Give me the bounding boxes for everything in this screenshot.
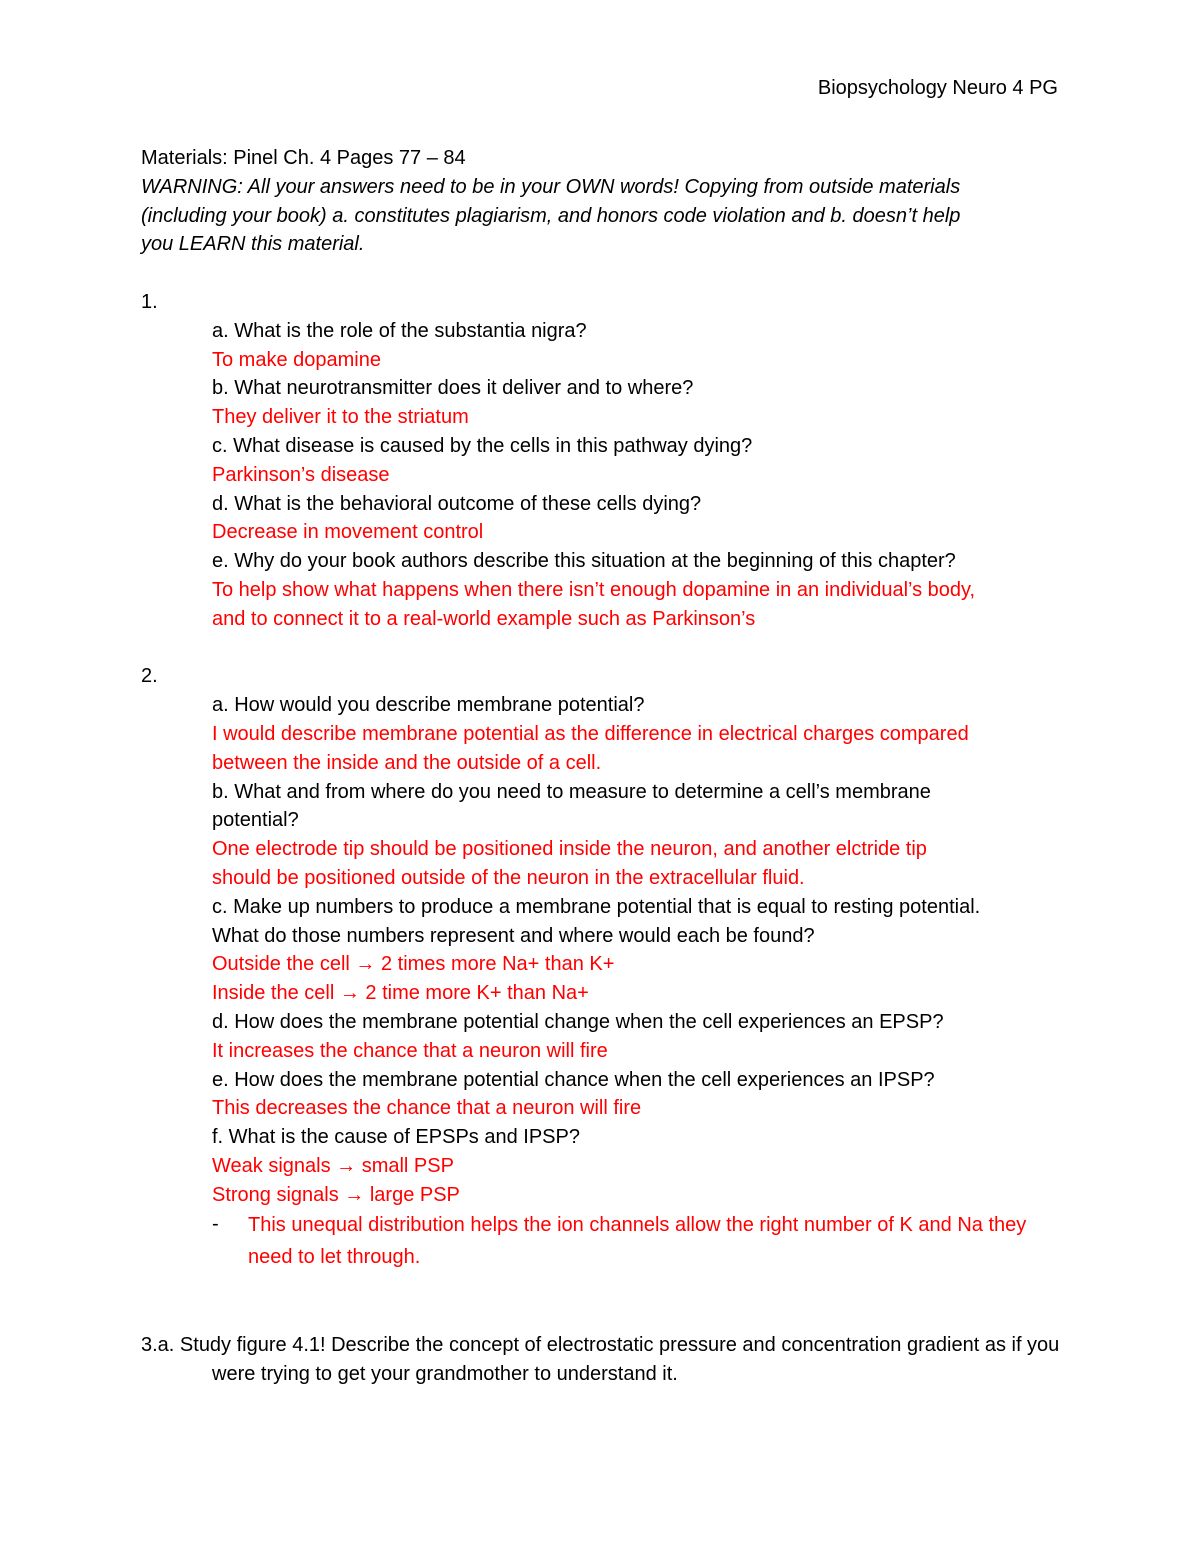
spacer: [141, 1273, 1061, 1302]
q2b-answer-line-2: should be positioned outside of the neuron in the extracellular fluid.: [212, 866, 805, 889]
warning-line-1: WARNING: All your answers need to be in your OWN words! Copying from outside materials: [141, 175, 961, 198]
document-body: [141, 144, 1061, 1389]
q2e-answer: This decreases the chance that a neuron will fire: [212, 1097, 642, 1120]
q2c-question-line-2: What do those numbers represent and where would each be found?: [212, 924, 815, 947]
q1e-question: e. Why do your book authors describe this situation at the beginning of this chapter?: [212, 550, 956, 573]
q2b-question-line-1: b. What and from where do you need to measure to determine a cell’s membrane: [212, 780, 931, 803]
question-1-number: 1.: [141, 290, 158, 313]
q2f-answer-line-1: Weak signals → small PSP: [212, 1154, 454, 1177]
q2f-bullet-text: This unequal distribution helps the ion channels allow the right number of K and Na they need to let through.: [248, 1214, 1027, 1269]
question-2-block: [141, 691, 1061, 1273]
question-2-number: 2.: [141, 665, 158, 688]
q2c-answer-line-2: Inside the cell → 2 time more K+ than Na+: [212, 982, 589, 1005]
q1a-answer: To make dopamine: [212, 348, 381, 371]
warning-line-3: you LEARN this material.: [141, 233, 365, 256]
q2a-answer-line-2: between the inside and the outside of a cell.: [212, 751, 602, 774]
q1c-question: c. What disease is caused by the cells in this pathway dying?: [212, 434, 753, 457]
q1c-answer: Parkinson’s disease: [212, 463, 390, 486]
materials-line: Materials: Pinel Ch. 4 Pages 77 – 84: [141, 147, 466, 169]
question-3: 3.a. Study figure 4.1! Describe the concept of electrostatic pressure and concentration gradient as if you were trying to get your grandmother to understand it.: [141, 1334, 1060, 1385]
warning-line-2: (including your book) a. constitutes plagiarism, and honors code violation and b. doesn’t help: [141, 204, 961, 227]
q1e-answer-line-1: To help show what happens when there isn’t enough dopamine in an individual’s body,: [212, 578, 976, 601]
q2d-question: d. How does the membrane potential change when the cell experiences an EPSP?: [212, 1010, 944, 1033]
q2a-question: a. How would you describe membrane potential?: [212, 694, 645, 717]
spacer: [141, 634, 1061, 663]
q1a-question: a. What is the role of the substantia nigra?: [212, 319, 587, 342]
q1e-answer-line-2: and to connect it to a real-world example such as Parkinson’s: [212, 607, 756, 630]
spacer: [141, 259, 1061, 288]
q2f-answer-line-2: Strong signals → large PSP: [212, 1183, 460, 1206]
bullet-dash: -: [212, 1213, 219, 1236]
q1d-question: d. What is the behavioral outcome of these cells dying?: [212, 492, 702, 515]
q2d-answer: It increases the chance that a neuron will fire: [212, 1039, 608, 1062]
q2c-question-line-1: c. Make up numbers to produce a membrane potential that is equal to resting potential.: [212, 895, 981, 918]
q2f-question: f. What is the cause of EPSPs and IPSP?: [212, 1126, 580, 1149]
q1b-question: b. What neurotransmitter does it deliver and to where?: [212, 377, 694, 400]
q1d-answer: Decrease in movement control: [212, 521, 484, 544]
page-header: Biopsychology Neuro 4 PG: [817, 77, 1058, 99]
question-1-block: [141, 317, 1061, 634]
spacer: [141, 1302, 1061, 1331]
q2c-answer-line-1: Outside the cell → 2 times more Na+ than K+: [212, 953, 615, 976]
q2a-answer-line-1: I would describe membrane potential as the difference in electrical charges compared: [212, 722, 969, 745]
q2b-answer-line-1: One electrode tip should be positioned inside the neuron, and another elctride tip: [212, 838, 927, 861]
q2b-question-line-2: potential?: [212, 809, 299, 832]
q2f-bullet: [141, 1209, 1061, 1273]
q2e-question: e. How does the membrane potential chance when the cell experiences an IPSP?: [212, 1068, 935, 1091]
q1b-answer: They deliver it to the striatum: [212, 406, 469, 429]
